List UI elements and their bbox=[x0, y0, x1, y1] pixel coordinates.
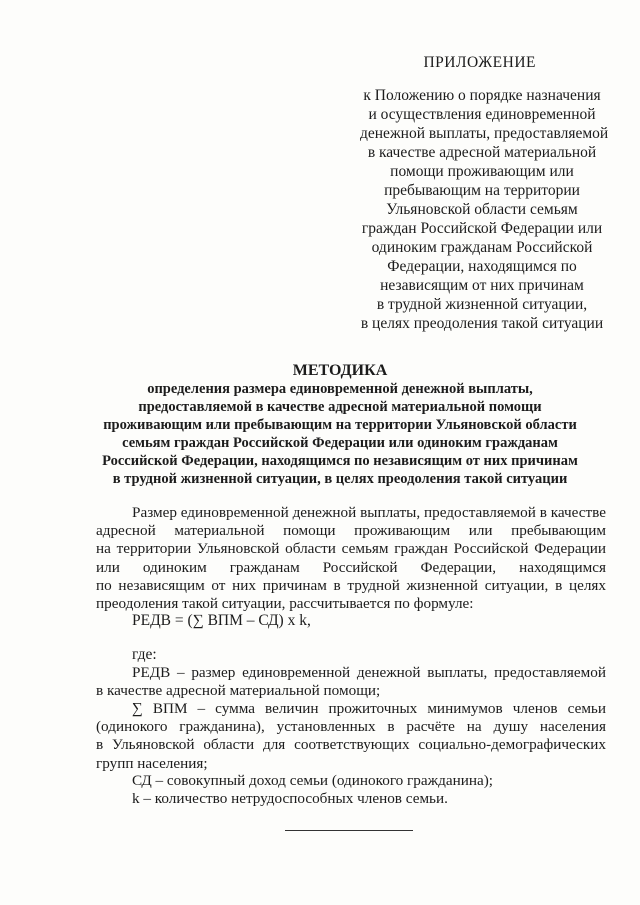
body-line: адресной материальной помощи проживающим или пребывающим bbox=[96, 522, 606, 540]
method-subtitle-line: предоставляемой в качестве адресной материальной помощи bbox=[138, 399, 542, 415]
appendix-reference-line: в трудной жизненной ситуации, bbox=[376, 296, 588, 313]
appendix-reference-line: к Положению о порядке назначения bbox=[363, 87, 601, 104]
definition-line: СД – совокупный доход семьи (одинокого гражданина); bbox=[132, 772, 493, 789]
body-line: или одиноким гражданам Российской Федерации, находящимся bbox=[96, 558, 606, 576]
definition-vpm bbox=[96, 700, 606, 773]
closing-rule bbox=[285, 830, 413, 831]
appendix-reference-line: денежной выплаты, предоставляемой bbox=[360, 125, 609, 142]
body-line: Размер единовременной денежной выплаты, предоставляемой в качестве bbox=[132, 504, 606, 521]
definition-redv bbox=[96, 664, 606, 700]
appendix-title: ПРИЛОЖЕНИЕ bbox=[423, 54, 536, 71]
appendix-reference-line: в качестве адресной материальной bbox=[367, 144, 597, 161]
formula: РЕДВ = (∑ ВПМ – СД) х k, bbox=[132, 612, 311, 629]
definition-line: (одинокого гражданина), установленных в расчёте на душу населения bbox=[96, 718, 606, 736]
definition-line: в Ульяновской области для соответствующих социально-демографических bbox=[96, 736, 606, 754]
body-line: преодоления такой ситуации, рассчитывается по формуле: bbox=[96, 595, 474, 613]
appendix-reference-line: в целях преодоления такой ситуации bbox=[360, 315, 604, 332]
definition-line: k – количество нетрудоспособных членов семьи. bbox=[132, 790, 448, 807]
definition-line: в качестве адресной материальной помощи; bbox=[96, 682, 381, 700]
definition-line: ∑ ВПМ – сумма величин прожиточных минимумов членов семьи bbox=[132, 700, 606, 717]
appendix-reference-line: Ульяновской области семьям bbox=[386, 201, 578, 218]
appendix-reference-line: Федерации, находящимся по bbox=[387, 258, 577, 275]
definition-line: групп населения; bbox=[96, 754, 208, 772]
appendix-reference-line: помощи проживающим или bbox=[390, 163, 574, 180]
method-subtitle-line: проживающим или пребывающим на территории Ульяновской области bbox=[103, 417, 577, 433]
appendix-reference-line: граждан Российской Федерации или bbox=[361, 220, 603, 237]
method-heading: МЕТОДИКА bbox=[292, 362, 388, 379]
definition-k bbox=[96, 790, 606, 808]
body-line: на территории Ульяновской области семьям граждан Российской Федерации bbox=[96, 540, 606, 558]
definition-sd bbox=[96, 772, 606, 790]
method-subtitle bbox=[70, 380, 610, 488]
body-line: по независящим от них причинам в трудной жизненной ситуации, в целях bbox=[96, 576, 606, 594]
where-label: где: bbox=[132, 646, 157, 663]
appendix-reference bbox=[360, 86, 609, 333]
body-paragraph bbox=[96, 504, 606, 613]
appendix-reference-line: одиноким гражданам Российской bbox=[371, 239, 593, 256]
appendix-reference-line: и осуществления единовременной bbox=[368, 106, 596, 123]
method-subtitle-line: Российской Федерации, находящимся по независящим от них причинам bbox=[102, 453, 578, 469]
method-subtitle-line: определения размера единовременной денежной выплаты, bbox=[147, 381, 533, 397]
definition-line: РЕДВ – размер единовременной денежной выплаты, предоставляемой bbox=[132, 664, 606, 681]
method-subtitle-line: семьям граждан Российской Федерации или одиноким гражданам bbox=[122, 435, 558, 451]
appendix-reference-line: независящим от них причинам bbox=[380, 277, 584, 294]
method-subtitle-line: в трудной жизненной ситуации, в целях преодоления такой ситуации bbox=[112, 471, 568, 487]
appendix-reference-line: пребывающим на территории bbox=[384, 182, 580, 199]
